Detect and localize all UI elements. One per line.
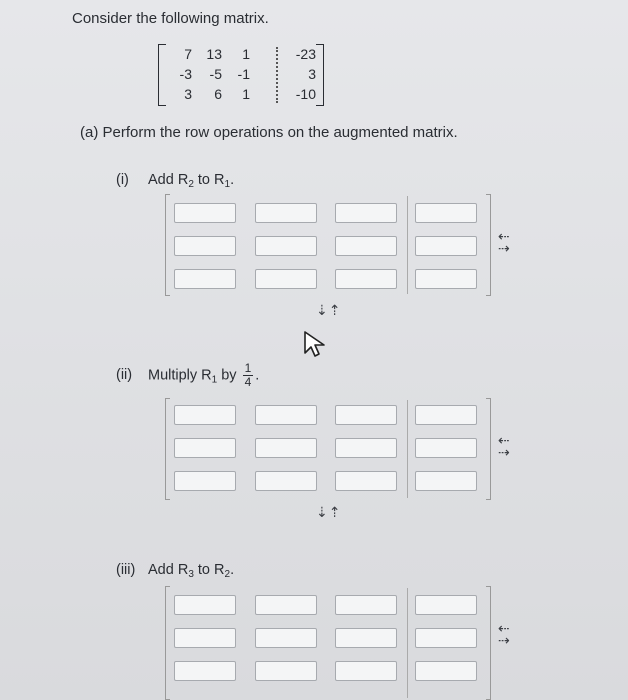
entry-input[interactable] — [174, 438, 236, 458]
left-bracket — [165, 586, 170, 700]
entry-input[interactable] — [255, 661, 317, 681]
entry-input[interactable] — [335, 661, 397, 681]
step-ii-label: (ii) Multiply $R_1$ by $\frac{1}{4}$ . — [116, 361, 260, 389]
right-bracket — [486, 586, 491, 700]
answer-matrix-i — [165, 194, 491, 296]
entry-input[interactable] — [335, 236, 397, 256]
entry-input[interactable] — [335, 595, 397, 615]
given-augmented-matrix — [158, 44, 324, 106]
entry-input[interactable] — [255, 405, 317, 425]
matrix-cell: 7 — [184, 46, 192, 62]
entry-input[interactable] — [255, 269, 317, 289]
entry-input[interactable] — [335, 405, 397, 425]
entry-input[interactable] — [174, 269, 236, 289]
entry-input[interactable] — [415, 471, 477, 491]
right-bracket — [486, 194, 491, 296]
row-swap-arrows-icon[interactable]: ⇠ ⇢ — [498, 432, 510, 460]
entry-input[interactable] — [255, 628, 317, 648]
mouse-cursor-icon — [302, 330, 328, 358]
step-i-label: (i) Add $R_2$ to $R_1$. — [116, 172, 235, 190]
entry-input[interactable] — [174, 405, 236, 425]
matrix-cell: -10 — [295, 86, 316, 102]
entry-input[interactable] — [255, 236, 317, 256]
entry-input[interactable] — [415, 628, 477, 648]
matrix-cell: 1 — [242, 46, 250, 62]
entry-input[interactable] — [255, 595, 317, 615]
problem-intro: Consider the following matrix. — [72, 10, 269, 27]
entry-input[interactable] — [174, 628, 236, 648]
matrix-cell: -3 — [179, 66, 192, 82]
left-bracket — [165, 398, 170, 500]
column-swap-arrows-icon[interactable]: ⇣⇡ — [316, 302, 342, 318]
matrix-cell: 3 — [308, 66, 316, 82]
entry-input[interactable] — [174, 203, 236, 223]
matrix-cell: -1 — [237, 66, 250, 82]
entry-input[interactable] — [255, 471, 317, 491]
entry-input[interactable] — [174, 471, 236, 491]
matrix-cell: 1 — [242, 86, 250, 102]
entry-input[interactable] — [335, 269, 397, 289]
entry-input[interactable] — [255, 438, 317, 458]
entry-input[interactable] — [415, 269, 477, 289]
left-bracket — [165, 194, 170, 296]
entry-input[interactable] — [415, 595, 477, 615]
augment-separator — [407, 196, 408, 294]
matrix-cell: -23 — [295, 46, 316, 62]
entry-input[interactable] — [174, 595, 236, 615]
entry-input[interactable] — [335, 203, 397, 223]
entry-input[interactable] — [255, 203, 317, 223]
entry-input[interactable] — [415, 203, 477, 223]
row-swap-arrows-icon[interactable]: ⇠ ⇢ — [498, 228, 510, 256]
matrix-cell: -5 — [209, 66, 222, 82]
answer-matrix-ii — [165, 398, 491, 500]
right-bracket — [316, 44, 324, 106]
row-swap-arrows-icon[interactable]: ⇠ ⇢ — [498, 620, 510, 648]
entry-input[interactable] — [415, 236, 477, 256]
augment-separator — [407, 400, 408, 498]
entry-input[interactable] — [335, 471, 397, 491]
entry-input[interactable] — [335, 438, 397, 458]
step-iii-label: (iii) Add $R_3$ to $R_2$. — [116, 562, 235, 580]
entry-input[interactable] — [174, 661, 236, 681]
augment-separator — [407, 588, 408, 698]
entry-input[interactable] — [415, 438, 477, 458]
entry-input[interactable] — [174, 236, 236, 256]
entry-input[interactable] — [415, 661, 477, 681]
entry-input[interactable] — [415, 405, 477, 425]
matrix-cell: 13 — [206, 46, 222, 62]
column-swap-arrows-icon[interactable]: ⇣⇡ — [316, 504, 342, 520]
entry-input[interactable] — [335, 628, 397, 648]
matrix-cell: 3 — [184, 86, 192, 102]
answer-matrix-iii — [165, 586, 491, 700]
augment-separator — [276, 47, 278, 103]
fraction: $\frac{1}{4}$ — [244, 361, 252, 389]
right-bracket — [486, 398, 491, 500]
part-a-instruction: (a) Perform the row operations on the augmented matrix. — [80, 124, 458, 141]
matrix-cell: 6 — [214, 86, 222, 102]
